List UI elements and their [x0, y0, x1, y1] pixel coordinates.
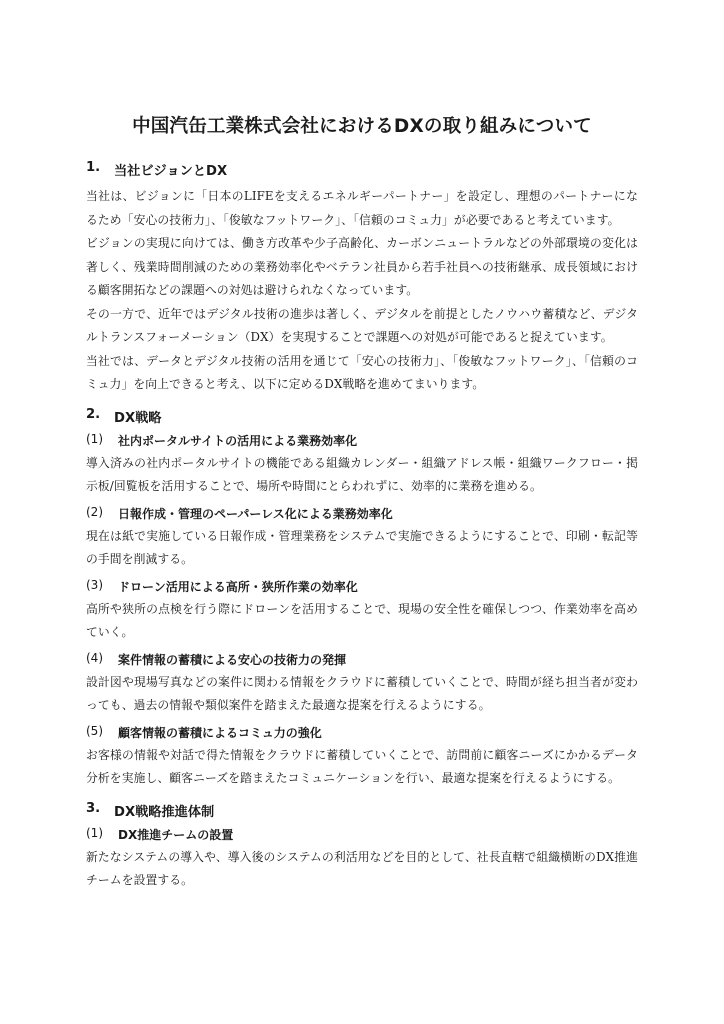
section-strategy: [86, 407, 638, 791]
subsection-number: (5): [86, 723, 103, 738]
section-title: 当社ビジョンとDX: [114, 164, 228, 179]
subsection-heading: [86, 578, 638, 595]
document-title: 中国汽缶工業株式会社におけるDXの取り組みについて: [132, 116, 592, 137]
section-title: DX戦略: [114, 410, 162, 426]
subsection-title: 社内ポータルサイトの活用による業務効率化: [118, 433, 358, 448]
subsection-number: (2): [86, 504, 103, 519]
subsection-heading: [86, 724, 638, 741]
subsection-heading: [86, 651, 638, 668]
section-number: 1.: [86, 160, 101, 175]
paragraph: 設計図や現場写真などの案件に関わる情報をクラウドに蓄積していくことで、時間が経ち担当者が変わっても、過去の情報や類似案件を踏まえた最適な提案を行えるようにする。: [86, 674, 638, 712]
subsection-heading: [86, 505, 638, 522]
section-number: 2.: [86, 406, 101, 422]
section-heading: [86, 801, 638, 820]
section-heading: [86, 160, 638, 179]
section-title: DX戦略推進体制: [114, 804, 215, 820]
subsection-title: DX推進チームの設置: [118, 827, 234, 842]
paragraph: 当社は、ビジョンに「日本のLIFEを支えるエネルギーパートナー」を設定し、理想のパートナーになるため「安心の技術力」、「俊敏なフットワーク」、「信頼のコミュ力」が必要であると考えています。: [86, 189, 638, 227]
paragraph: 導入済みの社内ポータルサイトの機能である組織カレンダー・組織アドレス帳・組織ワークフロー・掲示板/回覧板を活用することで、場所や時間にとらわれずに、効率的に業務を進める。: [86, 455, 638, 493]
section-number: 3.: [86, 800, 101, 816]
subsection-title: 日報作成・管理のペーパーレス化による業務効率化: [118, 506, 393, 521]
section-promotion-structure: [86, 801, 638, 893]
subsection-number: (1): [86, 431, 103, 446]
subsection-number: (3): [86, 577, 103, 592]
paragraph: その一方で、近年ではデジタル技術の進歩は著しく、デジタルを前提としたノウハウ蓄積など、デジタルトランスフォーメーション（DX）を実現することで課題への対処が可能であると捉えています。: [86, 306, 638, 344]
paragraph: お客様の情報や対話で得た情報をクラウドに蓄積していくことで、訪問前に顧客ニーズにかかるデータ分析を実施し、顧客ニーズを踏まえたコミュニケーションを行い、最適な提案を行えるようにする。: [86, 747, 638, 785]
section-vision: [86, 160, 638, 397]
subsection-number: (4): [86, 650, 103, 665]
paragraph: 当社では、データとデジタル技術の活用を通じて「安心の技術力」、「俊敏なフットワーク」、「信頼のコミュ力」を向上できると考え、以下に定めるDX戦略を進めてまいります。: [86, 353, 638, 391]
subsection-heading: [86, 826, 638, 843]
subsection-number: (1): [86, 825, 103, 840]
section-heading: [86, 407, 638, 426]
paragraph: 新たなシステムの導入や、導入後のシステムの利活用などを目的として、社長直轄で組織横断のDX推進チームを設置する。: [86, 849, 638, 887]
paragraph: 現在は紙で実施している日報作成・管理業務をシステムで実施できるようにすることで、印刷・転記等の手間を削減する。: [86, 528, 638, 566]
subsection-title: 案件情報の蓄積による安心の技術力の発揮: [118, 652, 347, 667]
subsection-title: ドローン活用による高所・狭所作業の効率化: [118, 579, 358, 594]
paragraph: ビジョンの実現に向けては、働き方改革や少子高齢化、カーボンニュートラルなどの外部環境の変化は著しく、残業時間削減のための業務効率化やベテラン社員から若手社員への技術継承、成長領域における顧客開拓などの課題への対処は避けられなくなっています。: [86, 236, 638, 297]
subsection-heading: [86, 432, 638, 449]
subsection-title: 顧客情報の蓄積によるコミュ力の強化: [118, 725, 322, 740]
paragraph: 高所や狭所の点検を行う際にドローンを活用することで、現場の安全性を確保しつつ、作業効率を高めていく。: [86, 601, 638, 639]
